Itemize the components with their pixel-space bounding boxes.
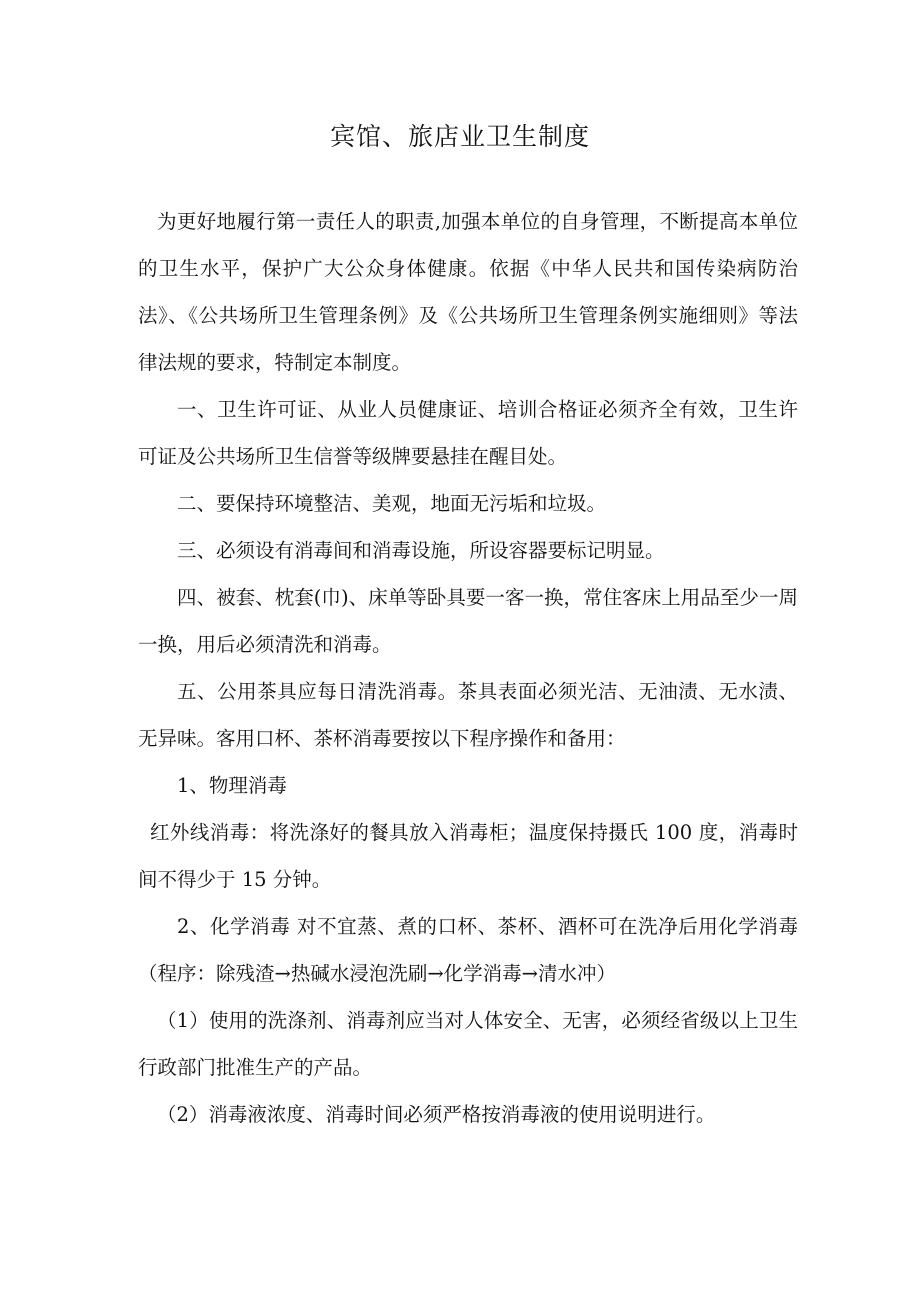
rule-4-paragraph: 四、被套、枕套(巾)、床单等卧具要一客一换，常住客床上用品至少一周一换，用后必须清洗和消毒。 bbox=[138, 586, 798, 656]
chemical-item-2-paragraph: （2）消毒液浓度、消毒时间必须严格按消毒液的使用说明进行。 bbox=[157, 1103, 716, 1126]
infrared-disinfection-paragraph: 红外线消毒：将洗涤好的餐具放入消毒柜；温度保持摄氏 100 度，消毒时间不得少于 15 分钟。 bbox=[138, 821, 798, 891]
rule-2-paragraph: 二、要保持环境整洁、美观，地面无污垢和垃圾。 bbox=[177, 492, 607, 515]
rule-1-paragraph: 一、卫生许可证、从业人员健康证、培训合格证必须齐全有效，卫生许可证及公共场所卫生信誉等级牌要悬挂在醒目处。 bbox=[138, 398, 798, 468]
intro-paragraph: 为更好地履行第一责任人的职责,加强本单位的自身管理，不断提高本单位的卫生水平，保护广大公众身体健康。依据《中华人民共和国传染病防治法》、《公共场所卫生管理条例》及《公共场所卫生管理条例实施细则》等法律法规的要求，特制定本制度。 bbox=[138, 210, 798, 374]
chemical-disinfection-paragraph: 2、化学消毒 对不宜蒸、煮的口杯、茶杯、酒杯可在洗净后用化学消毒（程序：除残渣→热碱水浸泡洗刷→化学消毒→清水冲） bbox=[138, 915, 798, 985]
physical-disinfection-heading: 1、物理消毒 bbox=[177, 774, 287, 797]
rule-3-paragraph: 三、必须设有消毒间和消毒设施，所设容器要标记明显。 bbox=[177, 539, 665, 562]
chemical-item-1-paragraph: （1）使用的洗涤剂、消毒剂应当对人体安全、无害，必须经省级以上卫生行政部门批准生产的产品。 bbox=[138, 1009, 798, 1079]
document-body bbox=[138, 198, 798, 1138]
document-title: 宾馆、旅店业卫生制度 bbox=[329, 122, 590, 151]
rule-5-paragraph: 五、公用茶具应每日清洗消毒。茶具表面必须光洁、无油渍、无水渍、无异味。客用口杯、茶杯消毒要按以下程序操作和备用： bbox=[138, 680, 798, 750]
